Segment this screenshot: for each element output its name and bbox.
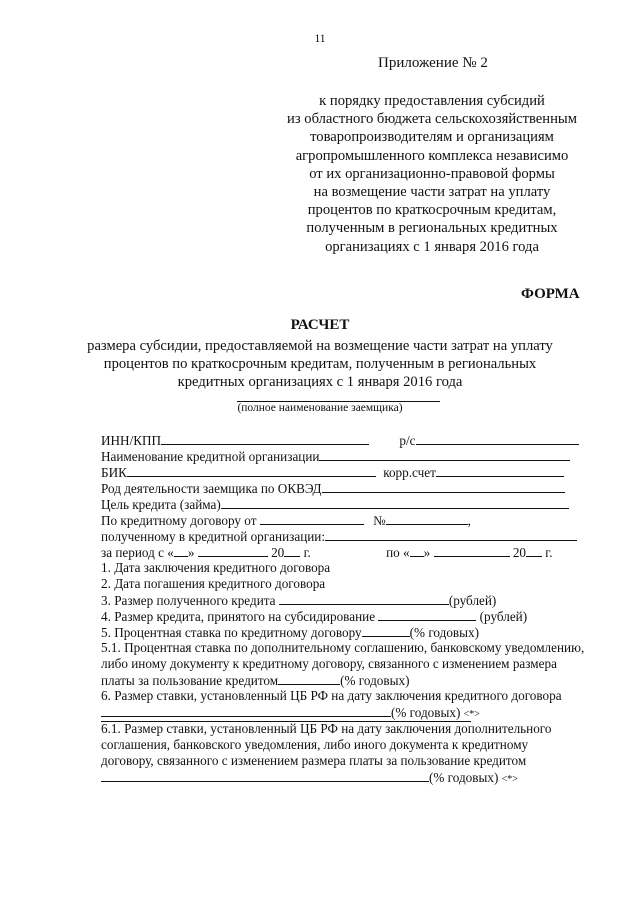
period-row — [101, 544, 553, 560]
received-in-row — [101, 528, 577, 544]
bik-label: БИК — [101, 465, 127, 480]
item-6-1-text: договору, связанного с изменением размера платы за пользование кредитом — [101, 753, 527, 768]
rs-field[interactable] — [416, 432, 579, 445]
page-number: 11 — [314, 33, 326, 45]
quote: » — [423, 545, 431, 560]
item-6-field[interactable] — [101, 704, 391, 717]
appendix-description — [282, 92, 582, 256]
comma: , — [467, 513, 471, 528]
period-from-month-field[interactable] — [198, 544, 268, 557]
document-subtitle — [60, 337, 580, 391]
inn-kpp-label: ИНН/КПП — [101, 433, 162, 448]
item-1-label: 1. Дата заключения кредитного договора — [101, 560, 331, 575]
period-from-year-prefix: 20 — [271, 545, 285, 560]
item-6-1-text: соглашения, банковского уведомления, либо иного документа к кредитному — [101, 737, 529, 752]
period-to-label: по « — [386, 545, 410, 560]
item-5-1-field[interactable] — [278, 672, 340, 685]
inn-kpp-row — [101, 432, 579, 448]
item-6-unit: (% годовых) — [391, 705, 461, 720]
footnote-ref: <*> — [463, 709, 480, 720]
okved-label: Род деятельности заемщика по ОКВЭД — [101, 481, 322, 496]
loan-agreement-no-label: № — [373, 513, 386, 528]
item-6-1-field[interactable] — [101, 769, 429, 782]
item-5-1-line-1 — [101, 640, 584, 656]
form-label: ФОРМА — [521, 286, 580, 302]
loan-agreement-no-field[interactable] — [386, 512, 468, 525]
corr-account-label: корр.счет — [383, 465, 436, 480]
period-to-year-prefix: 20 — [512, 545, 526, 560]
item-5-1-line-2 — [101, 656, 557, 672]
bik-row — [101, 464, 564, 480]
appendix-line: из областного бюджета сельскохозяйственным — [287, 111, 577, 128]
okved-field[interactable] — [322, 480, 565, 493]
item-3-label: 3. Размер полученного кредита — [101, 593, 276, 608]
item-6-1-line-3 — [101, 753, 526, 769]
item-6-1-unit: (% годовых) — [429, 770, 499, 785]
item-6-line-2 — [101, 704, 480, 720]
loan-purpose-field[interactable] — [221, 496, 569, 509]
appendix-line: процентов по краткосрочным кредитам, — [307, 202, 557, 219]
item-3 — [101, 592, 496, 608]
loan-agreement-label: По кредитному договору от — [101, 513, 257, 528]
bank-name-field[interactable] — [319, 448, 570, 461]
appendix-line: товаропроизводителям и организациям — [310, 129, 554, 146]
item-6-1-line-4 — [101, 769, 518, 785]
item-5-1-text: либо иному документу к кредитному договору, связанного с изменением размера — [101, 656, 557, 671]
appendix-title: Приложение № 2 — [378, 55, 488, 71]
inn-kpp-field[interactable] — [161, 432, 369, 445]
item-5 — [101, 624, 479, 640]
item-4-field[interactable] — [378, 608, 476, 621]
year-suffix: г. — [545, 545, 553, 560]
period-to-month-field[interactable] — [434, 544, 510, 557]
appendix-line: организациях с 1 января 2016 года — [325, 238, 539, 255]
document-title: РАСЧЕТ — [290, 317, 350, 333]
item-6-1-text: 6.1. Размер ставки, установленный ЦБ РФ на дату заключения дополнительного — [101, 721, 552, 736]
footnote-ref: <*> — [501, 774, 518, 785]
received-in-label: полученному в кредитной организации: — [101, 529, 326, 544]
corr-account-field[interactable] — [436, 464, 564, 477]
item-5-1-text: 5.1. Процентная ставка по дополнительному соглашению, банковскому уведомлению, — [101, 640, 585, 655]
item-1 — [101, 560, 330, 576]
bik-field[interactable] — [127, 464, 376, 477]
period-from-day-field[interactable] — [174, 544, 188, 557]
item-5-unit: (% годовых) — [409, 625, 479, 640]
loan-purpose-label: Цель кредита (займа) — [101, 497, 221, 512]
item-2 — [101, 576, 325, 592]
item-5-label: 5. Процентная ставка по кредитному договору — [101, 625, 362, 640]
period-to-year-field[interactable] — [526, 544, 542, 557]
item-5-1-label: платы за пользование кредитом — [101, 673, 279, 688]
bank-name-row — [101, 448, 570, 464]
item-5-1-line-3 — [101, 672, 409, 688]
received-in-field[interactable] — [325, 528, 577, 541]
appendix-line: агропромышленного комплекса независимо — [295, 147, 569, 164]
item-6-1-line-1 — [101, 721, 552, 737]
appendix-line: к порядку предоставления субсидий — [319, 93, 545, 109]
quote: » — [187, 545, 195, 560]
item-5-1-unit: (% годовых) — [340, 673, 410, 688]
item-4-label: 4. Размер кредита, принятого на субсидирование — [101, 609, 376, 624]
rs-label: р/с — [399, 433, 416, 448]
item-4 — [101, 608, 527, 624]
borrower-name-hint: (полное наименование заемщика) — [237, 402, 403, 414]
period-from-year-field[interactable] — [284, 544, 300, 557]
item-6-line-1 — [101, 688, 562, 704]
bank-name-label: Наименование кредитной организации — [101, 449, 320, 464]
loan-agreement-date-field[interactable] — [260, 512, 364, 525]
item-5-field[interactable] — [362, 624, 410, 637]
item-3-field[interactable] — [279, 592, 449, 605]
appendix-line: на возмещение части затрат на уплату — [313, 184, 551, 201]
period-to-day-field[interactable] — [410, 544, 424, 557]
item-2-label: 2. Дата погашения кредитного договора — [101, 576, 326, 591]
loan-purpose-row — [101, 496, 569, 512]
subtitle-line: размера субсидии, предоставляемой на возмещение части затрат на уплату — [87, 338, 553, 354]
item-4-unit: (рублей) — [479, 609, 528, 624]
loan-agreement-row — [101, 512, 471, 528]
appendix-line: от их организационно-правовой формы — [309, 165, 555, 182]
item-6-1-line-2 — [101, 737, 528, 753]
subtitle-line: кредитных организациях с 1 января 2016 года — [177, 374, 463, 390]
period-from-label: за период с « — [101, 545, 174, 560]
okved-row — [101, 480, 565, 496]
year-suffix: г. — [303, 545, 311, 560]
appendix-line: полученным в региональных кредитных — [306, 220, 558, 237]
item-6-text: 6. Размер ставки, установленный ЦБ РФ на дату заключения кредитного договора — [101, 688, 562, 703]
item-3-unit: (рублей) — [448, 593, 497, 608]
subtitle-line: процентов по краткосрочным кредитам, полученным в региональных — [103, 356, 537, 372]
